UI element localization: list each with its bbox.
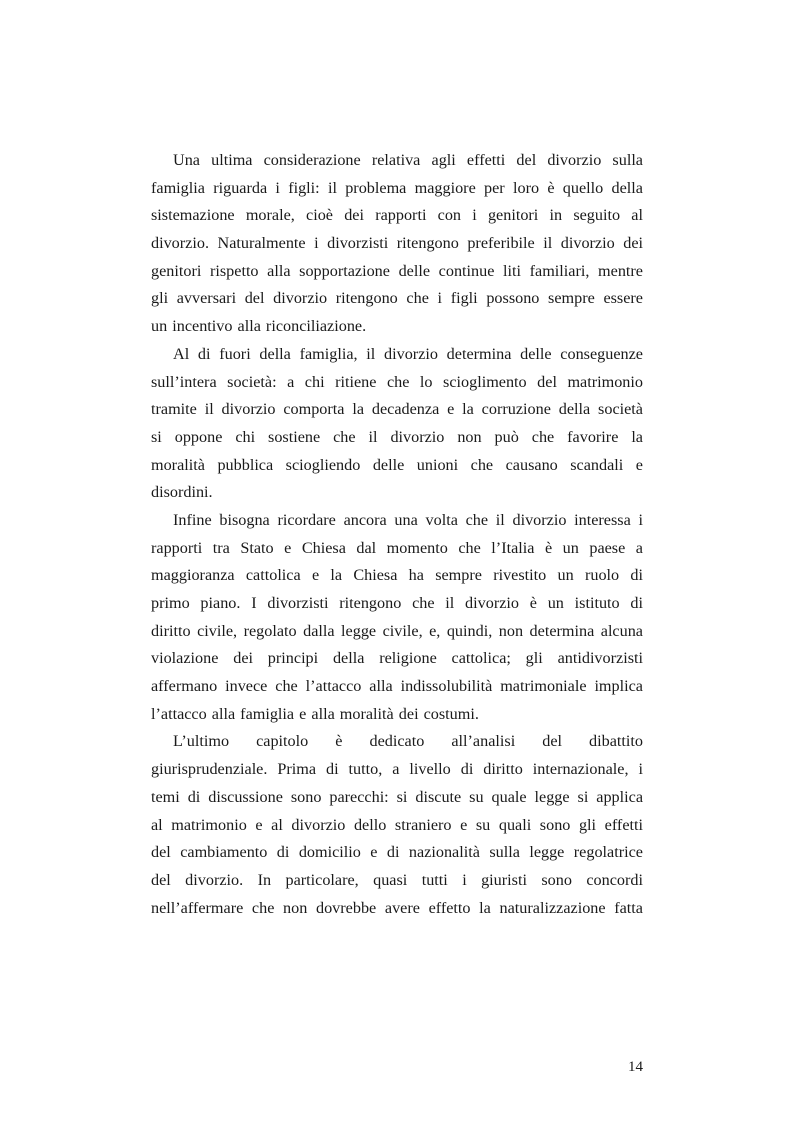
text-line: moralità pubblica sciogliendo delle unioni che causano scandali e (151, 455, 643, 474)
text-line: temi di discussione sono parecchi: si discute su quale legge si applica (151, 787, 643, 806)
text-line: genitori rispetto alla sopportazione delle continue liti familiari, mentre (151, 261, 643, 280)
text-line: L’ultimo capitolo è dedicato all’analisi del dibattito (173, 732, 643, 751)
paragraph-4 (151, 728, 643, 922)
text-line: l’attacco alla famiglia e alla moralità dei costumi. (151, 704, 479, 723)
text-line: violazione dei principi della religione cattolica; gli antidivorzisti (151, 649, 643, 668)
text-line: al matrimonio e al divorzio dello straniero e su quali sono gli effetti (151, 815, 643, 834)
body-text (151, 147, 643, 922)
paragraph-3 (151, 507, 643, 729)
text-line: sistemazione morale, cioè dei rapporti con i genitori in seguito al (151, 206, 643, 225)
text-line: del cambiamento di domicilio e di nazionalità sulla legge regolatrice (151, 843, 643, 862)
text-line: divorzio. Naturalmente i divorzisti ritengono preferibile il divorzio dei (151, 234, 643, 253)
page-number: 14 (628, 1059, 643, 1075)
text-line: sull’intera società: a chi ritiene che lo scioglimento del matrimonio (151, 372, 643, 391)
text-line: giurisprudenziale. Prima di tutto, a livello di diritto internazionale, i (151, 760, 643, 779)
text-line: primo piano. I divorzisti ritengono che il divorzio è un istituto di (151, 594, 643, 612)
text-line: del divorzio. In particolare, quasi tutti i giuristi sono concordi (151, 870, 643, 889)
text-line: gli avversari del divorzio ritengono che i figli possono sempre essere (151, 289, 643, 308)
text-line: maggioranza cattolica e la Chiesa ha sempre rivestito un ruolo di (151, 566, 643, 585)
paragraph-2 (151, 341, 643, 507)
text-line: Al di fuori della famiglia, il divorzio determina delle conseguenze (173, 344, 643, 363)
text-line: famiglia riguarda i figli: il problema maggiore per loro è quello della (151, 178, 643, 197)
text-line: un incentivo alla riconciliazione. (151, 317, 367, 336)
text-line: Infine bisogna ricordare ancora una volta che il divorzio interessa i (173, 510, 643, 529)
text-line: si oppone chi sostiene che il divorzio non può che favorire la (151, 427, 643, 446)
text-line: tramite il divorzio comporta la decadenza e la corruzione della società (151, 400, 643, 419)
paragraph-1 (151, 147, 643, 341)
text-line: Una ultima considerazione relativa agli effetti del divorzio sulla (173, 151, 643, 169)
text-line: diritto civile, regolato dalla legge civile, e, quindi, non determina alcuna (151, 621, 643, 640)
text-line: nell’affermare che non dovrebbe avere effetto la naturalizzazione fatta (151, 898, 643, 917)
text-line: disordini. (151, 483, 213, 502)
text-line: rapporti tra Stato e Chiesa dal momento che l’Italia è un paese a (151, 538, 643, 557)
text-line: affermano invece che l’attacco alla indissolubilità matrimoniale implica (151, 677, 643, 696)
